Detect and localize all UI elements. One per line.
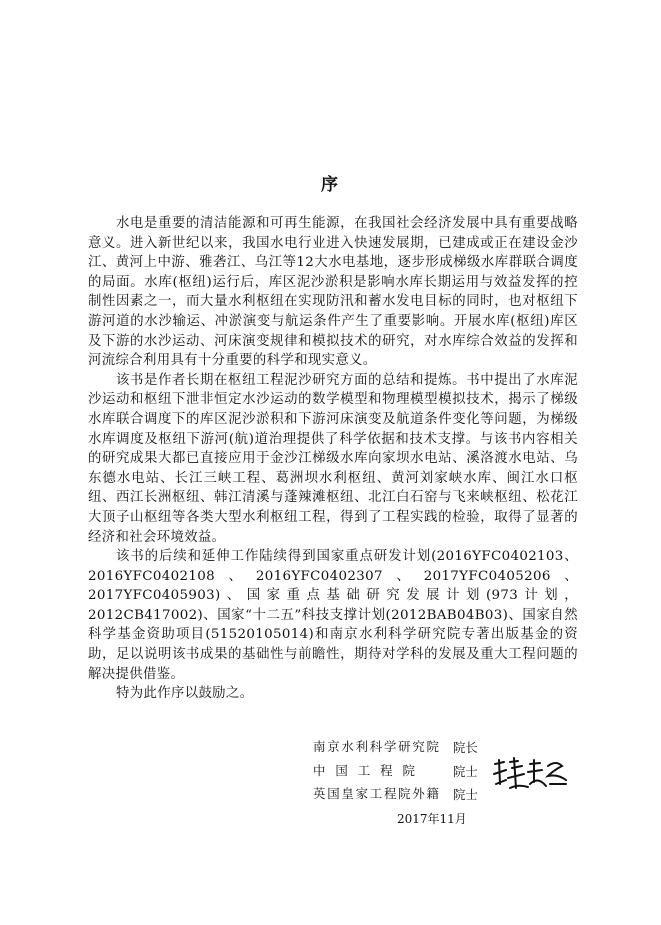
- handwritten-signature: [490, 754, 570, 794]
- page-title: 序: [321, 175, 340, 195]
- paragraph: 该书的后续和延伸工作陆续得到国家重点研发计划(2016YFC0402103、2016YFC0402108、2016YFC0402307、2017YFC0405206、2017YFC0405903)、国家重点基础研究发展计划(973计划，2012CB417002)、国家“十二五”科技支撑计划(2012BAB04B03)、国家自然科学基金资助项目(51520105014)和南京水利科学研究院专著出版基金的资助，足以说明该书成果的基础性与前瞻性，期待对学科的发展及重大工程问题的解决提供借鉴。: [88, 549, 578, 682]
- paragraph: 该书是作者长期在枢纽工程泥沙研究方面的总结和提炼。书中提出了水库泥沙运动和枢纽下泄非恒定水沙运动的数学模型和物理模型模拟技术，揭示了梯级水库联合调度下的库区泥沙淤积和下游河床演变及航道条件变化等问题，为梯级水库调度及枢纽下游河(航)道治理提供了科学依据和技术支撑。与该书内容相关的研究成果大都已直接应用于金沙江梯级水库向家坝水电站、溪洛渡水电站、乌东德水电站、长江三峡工程、葛洲坝水利枢纽、黄河刘家峡水库、闽江水口枢纽、西江长洲枢纽、韩江清溪与蓬辣滩枢纽、北江白石窑与飞来峡枢纽、松花江大顶子山枢纽等各类大型水利枢纽工程，得到了工程实践的检验，取得了显著的经济和社会环境效益。: [88, 372, 578, 545]
- signature-title: 院士: [453, 764, 478, 779]
- paragraph: 水电是重要的清洁能源和可再生能源，在我国社会经济发展中具有重要战略意义。进入新世纪以来，我国水电行业进入快速发展期，已建成或正在建设金沙江、黄河上中游、雅砻江、乌江等12大水电基地，逐步形成梯级水库群联合调度的局面。水库(枢纽)运行后，库区泥沙淤积是影响水库长期运用与效益发挥的控制性因素之一，而大量水利枢纽在实现防汛和蓄水发电目标的同时，也对枢纽下游河道的水沙输运、冲淤演变与航运条件产生了重要影响。开展水库(枢纽)库区及下游的水沙运动、河床演变规律和模拟技术的研究，对水库综合效益的发挥和河流综合利用具有十分重要的科学和现实意义。: [88, 216, 578, 369]
- paragraph: 特为此作序以鼓励之。: [116, 686, 254, 702]
- preface-body: [88, 214, 578, 704]
- signature-block: [0, 738, 661, 838]
- signature-org: 中国工程院: [313, 763, 425, 778]
- signature-date: 2017年11月: [397, 812, 467, 826]
- signature-org: 南京水利科学研究院: [313, 739, 441, 754]
- signature-org: 英国皇家工程院外籍: [313, 786, 441, 801]
- signature-title: 院士: [453, 787, 478, 802]
- signature-title: 院长: [453, 740, 478, 755]
